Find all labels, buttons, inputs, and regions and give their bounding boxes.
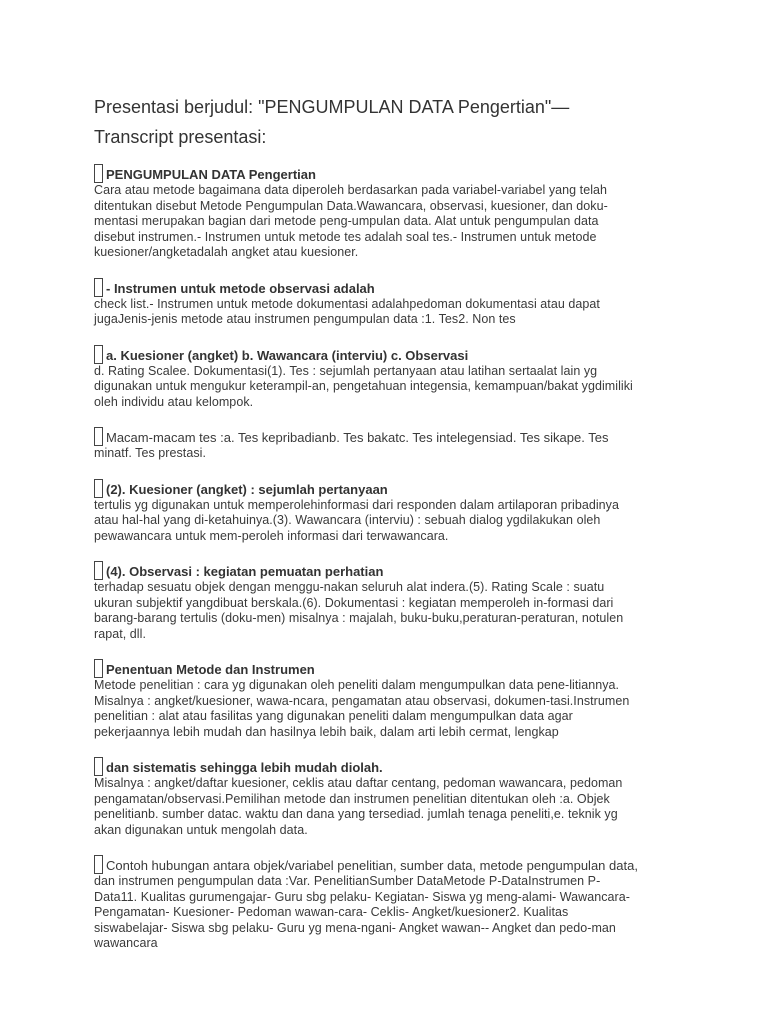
slide-thumbnail-placeholder-icon[interactable]: [94, 757, 103, 776]
slide-heading: [94, 855, 684, 874]
slide-heading: [94, 345, 684, 364]
slide-body: terhadap sesuatu objek dengan menggu-nakan seluruh alat indera.(5). Rating Scale : suatu ukuran subjektif yangdibuat berskala.(6). Dokumentasi : kegiatan memperoleh in-formasi dari barang-barang tertulis (doku-men) misalnya : majalah, buku-buku,peraturan-peraturan, notulen rapat, dll.: [94, 580, 624, 641]
slide-thumbnail-placeholder-icon[interactable]: [94, 855, 103, 874]
slide-heading-text: (2). Kuesioner (angket) : sejumlah pertanyaan: [106, 481, 388, 497]
slide-body: Misalnya : angket/daftar kuesioner, ceklis atau daftar centang, pedoman wawancara, pedoman pengamatan/observasi.Pemilihan metode dan instrumen penelitian ditentukan oleh :a. Objek penelitianb. sumber datac. waktu dan dana yang tersediad. jumlah tenaga peneliti,e. teknik yg akan digunakan untuk mengolah data.: [94, 776, 623, 837]
slide-heading: [94, 479, 684, 498]
title-line-2: Transcript presentasi:: [94, 127, 267, 147]
slide-2: [94, 278, 684, 328]
slide-body: check list.- Instrumen untuk metode dokumentasi adalahpedoman dokumentasi atau dapat jugaJenis-jenis metode atau instrumen pengumpulan data :1. Tes2. Non tes: [94, 296, 600, 326]
slide-heading-text: - Instrumen untuk metode observasi adalah: [106, 280, 375, 296]
slide-thumbnail-placeholder-icon[interactable]: [94, 164, 103, 183]
slide-thumbnail-placeholder-icon[interactable]: [94, 427, 103, 446]
slide-5: [94, 479, 684, 545]
slide-heading-text: a. Kuesioner (angket) b. Wawancara (interviu) c. Observasi: [106, 347, 469, 363]
slide-heading: [94, 164, 684, 183]
slide-8: [94, 757, 684, 838]
slide-heading-text: Macam-macam tes :a. Tes kepribadianb. Tes bakatc. Tes intelegensiad. Tes sikape. Tes: [106, 430, 609, 445]
slide-heading-text: Contoh hubungan antara objek/variabel penelitian, sumber data, metode pengumpulan data,: [106, 858, 638, 873]
slide-1: [94, 164, 684, 261]
slide-3: [94, 345, 684, 411]
slide-body: d. Rating Scalee. Dokumentasi(1). Tes : sejumlah pertanyaan atau latihan sertaalat lain yg digunakan untuk mengukur keterampil-an, pengetahuan integensia, kemampuan/bakat ygdimiliki oleh individu atau kelompok.: [94, 363, 633, 409]
slide-heading: [94, 561, 684, 580]
slide-heading: [94, 278, 684, 297]
page-title: [94, 92, 684, 152]
slide-heading-text: PENGUMPULAN DATA Pengertian: [106, 167, 316, 182]
document-page: [94, 92, 684, 969]
slide-thumbnail-placeholder-icon[interactable]: [94, 659, 103, 678]
slide-heading: [94, 659, 684, 678]
slide-6: [94, 561, 684, 642]
slide-heading-text: dan sistematis sehingga lebih mudah diolah.: [106, 760, 383, 775]
slide-thumbnail-placeholder-icon[interactable]: [94, 345, 103, 364]
slide-thumbnail-placeholder-icon[interactable]: [94, 561, 103, 580]
slide-body: Metode penelitian : cara yg digunakan oleh peneliti dalam mengumpulkan data pene-litiannya. Misalnya : angket/kuesioner, wawa-ncara, pengamatan atau observasi, dokumen-tasi.Instrumen penelitian : alat atau fasilitas yang digunakan peneliti dalam mengumpulkan data agar pekerjaannya lebih mudah dan hasilnya lebih baik, dalam arti lebih cermat, lengkap: [94, 678, 630, 739]
slide-thumbnail-placeholder-icon[interactable]: [94, 479, 103, 498]
slide-body: minatf. Tes prestasi.: [94, 446, 206, 460]
slide-4: [94, 427, 684, 462]
slide-heading-text: Penentuan Metode dan Instrumen: [106, 662, 315, 677]
slide-body: tertulis yg digunakan untuk memperolehinformasi dari responden dalam artilaporan pribadinya atau hal-hal yang di-ketahuinya.(3). Wawancara (interviu) : sebuah dialog ygdilakukan oleh pewawancara untuk mem-peroleh informasi dari terwawancara.: [94, 497, 619, 543]
slide-7: [94, 659, 684, 740]
slide-body: dan instrumen pengumpulan data :Var. PenelitianSumber DataMetode P-DataInstrumen P- Data11. Kualitas gurumengajar- Guru sbg pelaku- Kegiatan- Siswa yg meng-alami- Wawancara- Pengamatan- Kuesioner- Pedoman wawan-cara- Ceklis- Angket/kuesioner2. Kualitas siswabelajar- Siswa sbg pelaku- Guru yg mena-ngani- Angket wawan-- Angket dan pedo-man wawancara: [94, 874, 630, 950]
slide-body: Cara atau metode bagaimana data diperoleh berdasarkan pada variabel-variabel yang telah ditentukan disebut Metode Pengumpulan Data.Wawancara, observasi, kuesioner, dan doku- mentasi merupakan bagian dari metode peng-umpulan data. Alat untuk pengumpulan data disebut instrumen.- Instrumen untuk metode tes adalah soal tes.- Instrumen untuk metode kuesioner/angketadalah angket atau kuesioner.: [94, 183, 608, 259]
slide-9: [94, 855, 684, 952]
slide-heading: [94, 427, 684, 446]
slide-thumbnail-placeholder-icon[interactable]: [94, 278, 103, 297]
slide-heading: [94, 757, 684, 776]
title-line-1: Presentasi berjudul: "PENGUMPULAN DATA Pengertian"—: [94, 97, 570, 117]
slide-heading-text: (4). Observasi : kegiatan pemuatan perhatian: [106, 564, 384, 579]
